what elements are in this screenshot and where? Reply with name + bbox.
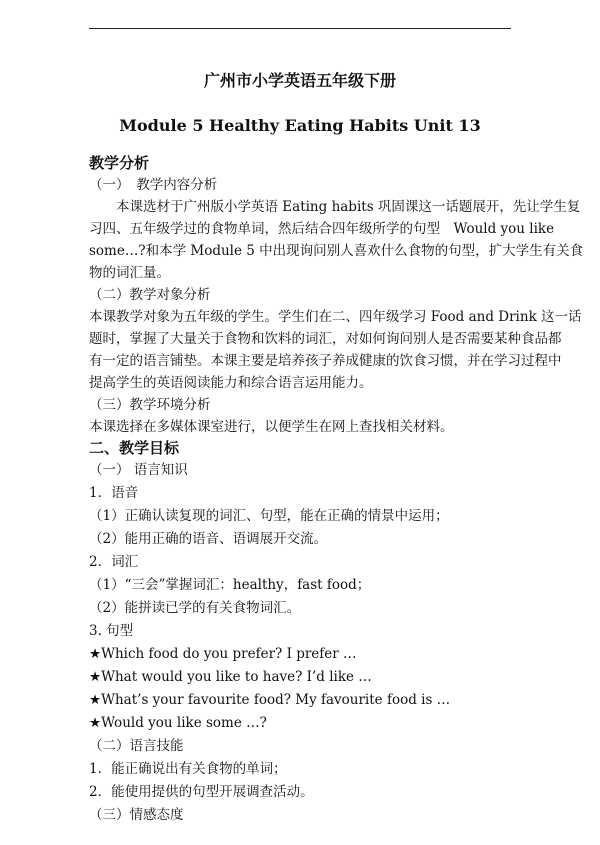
paragraph-audience-line: 题时，掌握了大量关于食物和饮料的词汇，对如何询问别人是否需要某种食品都 (89, 331, 562, 347)
item-sentence-patterns: 3. 句型 (89, 623, 134, 639)
subheading-language-knowledge: （一） 语言知识 (89, 462, 188, 478)
subheading-language-skills: （二）语言技能 (89, 738, 184, 754)
item-vocabulary-2: （2）能拼读已学的有关食物词汇。 (89, 600, 301, 616)
item-vocabulary-1: （1）“三会”掌握词汇：healthy，fast food； (89, 577, 371, 593)
subheading-emotional-attitude: （三）情感态度 (89, 807, 184, 823)
paragraph-content-line: 物的词汇量。 (89, 265, 170, 281)
document-subtitle: Module 5 Healthy Eating Habits Unit 13 (119, 116, 481, 135)
subheading-audience-analysis: （二）教学对象分析 (89, 287, 211, 303)
item-pronunciation-2: （2）能用正确的语音、语调展开交流。 (89, 531, 328, 547)
sentence-pattern: ★Which food do you prefer? I prefer … (89, 646, 357, 662)
paragraph-environment: 本课选择在多媒体课室进行，以便学生在网上查找相关材料。 (89, 419, 454, 435)
top-rule (89, 28, 511, 29)
item-pronunciation-1: （1）正确认读复现的词汇、句型，能在正确的情景中运用； (89, 508, 449, 524)
subheading-environment-analysis: （三）教学环境分析 (89, 397, 211, 413)
paragraph-content-line: 习四、五年级学过的食物单词，然后结合四年级所学的句型 Would you like (89, 221, 555, 237)
paragraph-content-line: some…?和本学 Module 5 中出现询问别人喜欢什么食物的句型，扩大学生有关食 (89, 243, 584, 259)
subheading-content-analysis: （一） 教学内容分析 (89, 177, 218, 193)
sentence-pattern: ★What’s your favourite food? My favourite food is … (89, 692, 451, 708)
skill-item: 1．能正确说出有关食物的单词； (89, 761, 287, 777)
paragraph-audience-line: 提高学生的英语阅读能力和综合语言运用能力。 (89, 375, 373, 391)
skill-item: 2．能使用提供的句型开展调查活动。 (89, 784, 314, 800)
paragraph-audience-line: 本课教学对象为五年级的学生。学生们在二、四年级学习 Food and Drink 这一话 (89, 309, 582, 325)
section-heading-analysis: 教学分析 (89, 154, 150, 172)
sentence-pattern: ★What would you like to have? I’d like … (89, 669, 372, 685)
sentence-pattern: ★Would you like some …? (89, 715, 267, 731)
item-vocabulary: 2．词汇 (89, 554, 139, 570)
item-pronunciation: 1．语音 (89, 485, 139, 501)
section-heading-objectives: 二、教学目标 (89, 439, 180, 457)
paragraph-audience-line: 有一定的语言铺垫。本课主要是培养孩子养成健康的饮食习惯，并在学习过程中 (89, 353, 562, 369)
paragraph-content-line: 本课选材于广州版小学英语 Eating habits 巩固课这一话题展开，先让学生复 (116, 199, 581, 215)
document-title: 广州市小学英语五年级下册 (203, 71, 396, 90)
